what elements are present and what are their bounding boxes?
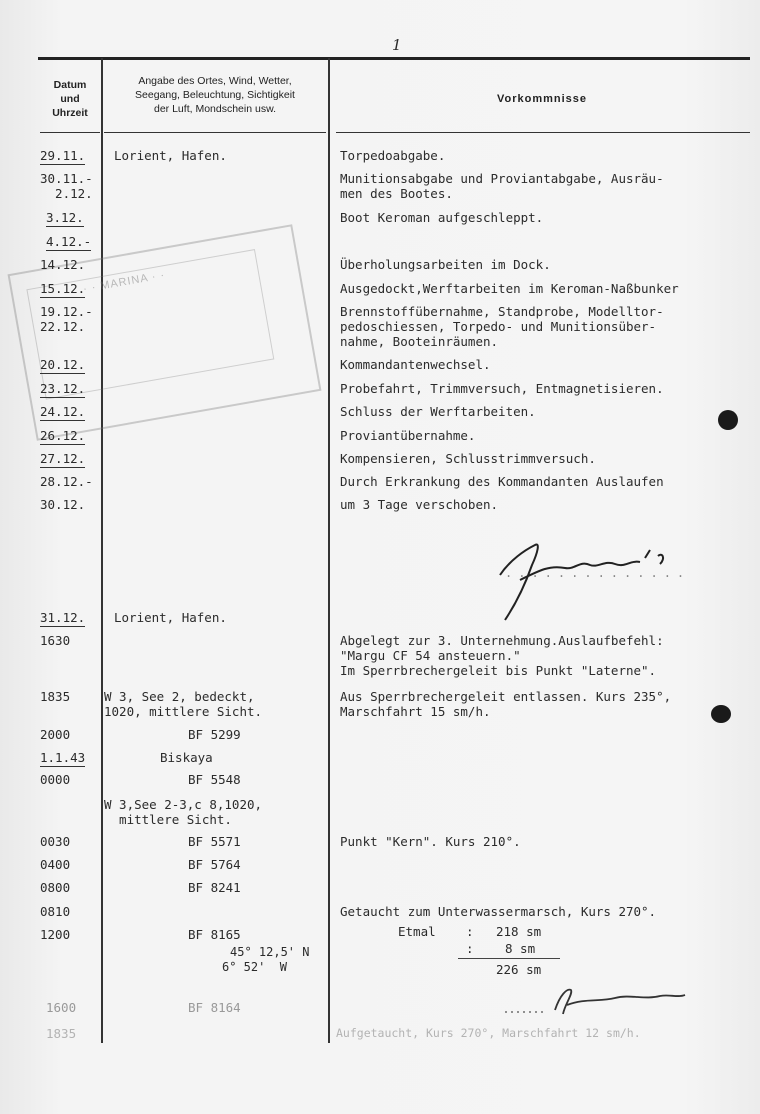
date-cell: 20.12.	[40, 357, 86, 372]
etmal-value-total: 226 sm	[496, 962, 542, 977]
location-cell: Lorient, Hafen.	[114, 148, 227, 163]
faded-stamp: · · MARINA · ·	[8, 224, 322, 441]
position-latitude: 45° 12,5' N	[230, 945, 310, 959]
date-cell: 0800	[40, 880, 71, 895]
header-col-date: Datum und Uhrzeit	[52, 79, 88, 119]
location-cell: BF 8241	[188, 880, 241, 895]
date-cell: 24.12.	[40, 404, 86, 419]
date-cell: 1200	[40, 927, 71, 942]
column-divider-2	[328, 58, 330, 1043]
header-col-events: Vorkommnisse	[496, 93, 588, 105]
location-cell: BF 5548	[188, 772, 241, 787]
header-bottom-rule-3	[336, 132, 750, 133]
location-cell: Biskaya	[160, 750, 213, 765]
event-cell: Überholungsarbeiten im Dock.	[340, 257, 551, 272]
event-cell: Torpedoabgabe.	[340, 148, 446, 163]
punch-hole	[718, 410, 738, 430]
event-cell: Proviantübernahme.	[340, 428, 476, 443]
signature-dots: ..............	[505, 566, 691, 580]
event-cell: Punkt "Kern". Kurs 210°.	[340, 834, 521, 849]
location-cell: W 3, See 2, bedeckt, 1020, mittlere Sicht.	[104, 689, 263, 719]
event-cell: Kommandantenwechsel.	[340, 357, 491, 372]
date-cell: 1835	[40, 689, 71, 704]
date-cell: 1600	[46, 1000, 77, 1015]
header-bottom-rule-2	[104, 132, 326, 133]
event-cell: Abgelegt zur 3. Unternehmung.Auslaufbefehl: "Margu CF 54 ansteuern." Im Sperrbrechergeleit bis Punkt "Laterne".	[340, 633, 664, 678]
date-cell: 0810	[40, 904, 71, 919]
date-cell: 4.12.-	[46, 234, 92, 249]
event-cell: Durch Erkrankung des Kommandanten Auslaufen	[340, 474, 664, 489]
event-cell: Kompensieren, Schlusstrimmversuch.	[340, 451, 596, 466]
date-cell: 2000	[40, 727, 71, 742]
event-cell: Aufgetaucht, Kurs 270°, Marschfahrt 12 sm/h.	[336, 1026, 641, 1040]
punch-hole	[711, 705, 731, 723]
date-cell: 3.12.	[46, 210, 84, 225]
date-cell: 27.12.	[40, 451, 86, 466]
location-cell: BF 8165	[188, 927, 241, 942]
etmal-colon-1: :	[466, 924, 474, 939]
event-cell: Schluss der Werftarbeiten.	[340, 404, 536, 419]
commander-signature-2	[505, 980, 705, 1025]
location-cell: Lorient, Hafen.	[114, 610, 227, 625]
date-cell: 19.12.- 22.12.	[40, 304, 93, 334]
date-cell: 1835	[46, 1026, 77, 1041]
date-cell: 26.12.	[40, 428, 86, 443]
event-cell: Ausgedockt,Werftarbeiten im Keroman-Naßbunker	[340, 281, 679, 296]
header-bottom-rule-1	[40, 132, 100, 133]
header-col-location: Angabe des Ortes, Wind, Wetter, Seegang, Beleuchtung, Sichtigkeit der Luft, Mondschein usw.	[135, 75, 295, 115]
event-cell: Brennstoffübernahme, Standprobe, Modelltor- pedoschiessen, Torpedo- und Munitionsüber- nahme, Booteinräumen.	[340, 304, 664, 349]
date-cell: 1.1.43	[40, 750, 86, 765]
column-divider-1	[101, 58, 103, 1043]
date-cell: 0000	[40, 772, 71, 787]
event-cell: Aus Sperrbrechergeleit entlassen. Kurs 235°, Marschfahrt 15 sm/h.	[340, 689, 672, 719]
date-cell: 28.12.-	[40, 474, 93, 489]
commander-signature	[480, 530, 680, 630]
location-cell: BF 8164	[188, 1000, 241, 1015]
event-cell: Munitionsabgabe und Proviantabgabe, Ausräu- men des Bootes.	[340, 171, 664, 201]
event-cell: um 3 Tage verschoben.	[340, 497, 499, 512]
etmal-colon-2: :	[466, 941, 474, 956]
date-cell: 30.11.- 2.12.	[40, 171, 93, 201]
date-cell: 23.12.	[40, 381, 86, 396]
etmal-value-over: 218 sm	[496, 924, 542, 939]
date-cell: 0030	[40, 834, 71, 849]
location-cell: BF 5571	[188, 834, 241, 849]
date-cell: 0400	[40, 857, 71, 872]
date-cell: 1630	[40, 633, 71, 648]
etmal-sum-line	[458, 958, 560, 959]
etmal-label: Etmal	[398, 924, 436, 939]
date-cell: 29.11.	[40, 148, 86, 163]
event-cell: Getaucht zum Unterwassermarsch, Kurs 270°.	[340, 904, 657, 919]
location-cell: W 3,See 2-3,c 8,1020, mittlere Sicht.	[104, 797, 263, 827]
page-number: 1	[392, 36, 402, 54]
event-cell: Boot Keroman aufgeschleppt.	[340, 210, 544, 225]
date-cell: 15.12.	[40, 281, 86, 296]
position-longitude: 6° 52' W	[222, 960, 288, 974]
event-cell: Probefahrt, Trimmversuch, Entmagnetisieren.	[340, 381, 664, 396]
etmal-value-under: 8 sm	[505, 941, 536, 956]
location-cell: BF 5764	[188, 857, 241, 872]
date-cell: 14.12.	[40, 257, 86, 272]
header-top-rule	[38, 57, 750, 60]
date-cell: 31.12.	[40, 610, 86, 625]
location-cell: BF 5299	[188, 727, 241, 742]
date-cell: 30.12.	[40, 497, 86, 512]
